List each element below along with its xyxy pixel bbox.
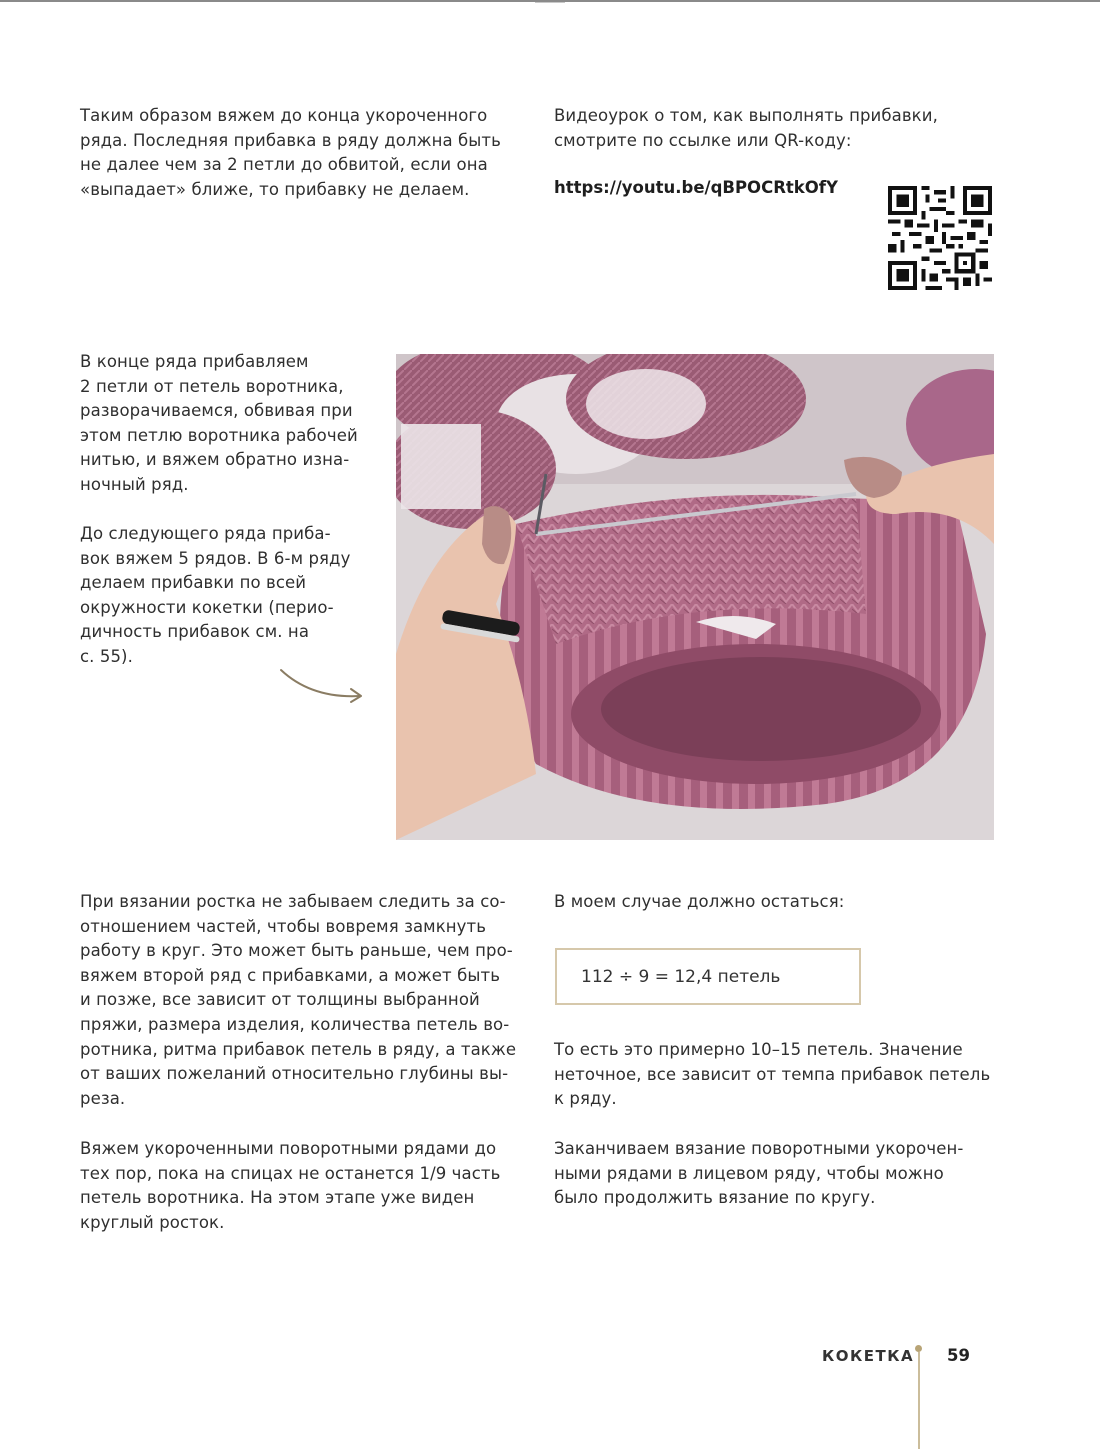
paragraph-short-rows-end: Таким образом вяжем до конца укороченного ряда. Последняя прибавка в ряду должна быть не далее чем за 2 петли до обвитой, если она «выпадает» ближе, то прибавку не делаем.: [80, 106, 501, 199]
paragraph-finish-short-rows: Заканчиваем вязание поворотными укорочен- ными рядами в лицевом ряду, чтобы можно было продолжить вязание по кругу.: [554, 1139, 964, 1208]
formula-box: [555, 948, 861, 1005]
formula-text: 112 ÷ 9 = 12,4 петель: [581, 966, 781, 987]
paragraph-my-case: В моем случае должно остаться:: [554, 892, 845, 911]
section-name: КОКЕТКА: [822, 1347, 915, 1365]
paragraph-approximate: То есть это примерно 10–15 петель. Значение неточное, все зависит от темпа прибавок петель к ряду.: [554, 1040, 991, 1109]
paragraph-short-rows-until: Вяжем укороченными поворотными рядами до тех пор, пока на спицах не останется 1/9 часть петель воротника. На этом этапе уже виден круглый росток.: [80, 1139, 501, 1232]
top-marker: [535, 2, 565, 3]
qr-code-icon[interactable]: [888, 186, 992, 290]
footer-divider: [918, 1352, 920, 1449]
paragraph-video-lesson: Видеоурок о том, как выполнять прибавки, смотрите по ссылке или QR-коду:: [554, 106, 938, 150]
paragraph-ratio-watch: При вязании ростка не забываем следить за со- отношением частей, чтобы вовремя замкнуть работу в круг. Это может быть раньше, чем про- вяжем второй ряд с прибавками, а может быть и позже, все зависит от толщины выбранной пряжи, размера изделия, количества петель во- ротника, ритма прибавок петель в ряду, а также от ваших пожеланий относительно глубины вы- реза.: [80, 892, 517, 1108]
paragraph-next-increase-row: До следующего ряда приба- вок вяжем 5 рядов. В 6-м ряду делаем прибавки по всей окружности кокетки (перио- дичность прибавок см. на с. 55).: [80, 524, 351, 666]
paragraph-row-end-increase: В конце ряда прибавляем 2 петли от петель воротника, разворачиваемся, обвивая при этом петлю воротника рабочей нитью, и вяжем обратно изна- ночный ряд.: [80, 352, 358, 494]
footer-dot: [915, 1345, 922, 1352]
knitting-photo: [396, 354, 994, 840]
arrow-right-icon: [278, 664, 368, 708]
youtube-link[interactable]: https://youtu.be/qBPOCRtkOfY: [554, 178, 838, 197]
page-number: 59: [947, 1346, 970, 1365]
